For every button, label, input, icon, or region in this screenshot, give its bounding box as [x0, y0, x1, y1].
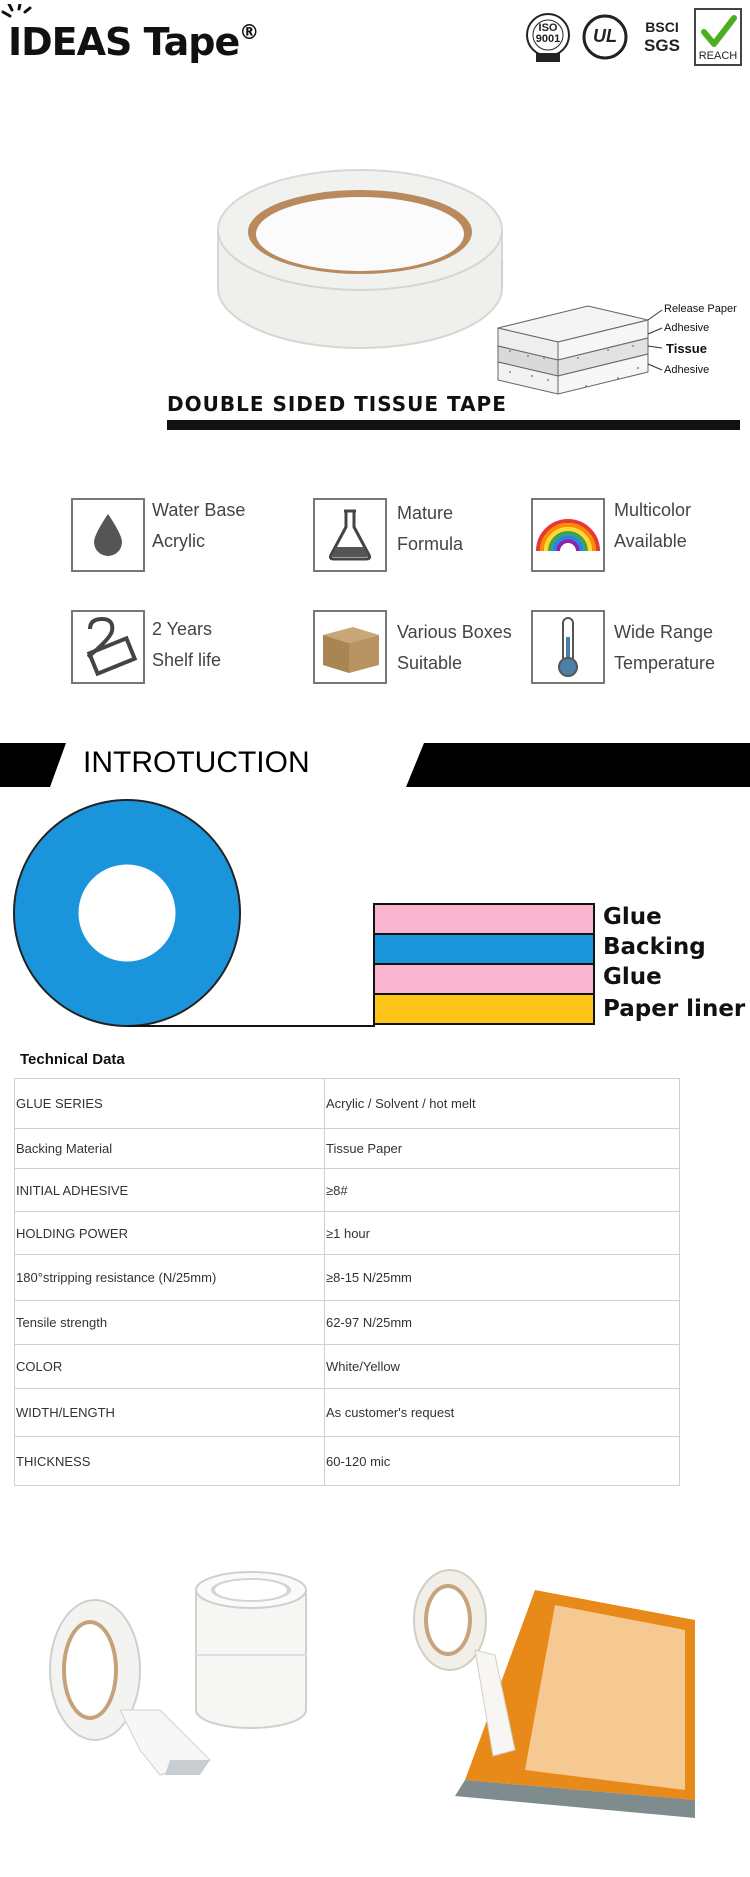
- table-value-cell: Tissue Paper: [325, 1129, 680, 1169]
- table-key-cell: Tensile strength: [15, 1301, 325, 1345]
- technical-data-title: Technical Data: [20, 1051, 125, 1068]
- table-value-cell: Acrylic / Solvent / hot melt: [325, 1079, 680, 1129]
- structure-label-glue-bottom: Glue: [603, 964, 662, 990]
- table-key-cell: 180°stripping resistance (N/25mm): [15, 1255, 325, 1301]
- feature-line2: Formula: [397, 534, 464, 554]
- feature-line2: Temperature: [614, 653, 716, 673]
- technical-data-table: [14, 1078, 680, 1486]
- table-key-cell: GLUE SERIES: [15, 1079, 325, 1129]
- table-key-cell: Backing Material: [15, 1129, 325, 1169]
- flask-icon: [313, 498, 387, 572]
- feature-various-boxes: [397, 617, 512, 679]
- intro-title: INTROTUCTION: [83, 746, 310, 779]
- iso-number: 9001: [535, 33, 561, 45]
- feature-mature-formula: [397, 498, 463, 560]
- structure-label-glue-top: Glue: [603, 904, 662, 930]
- hero-title-underline: [167, 420, 740, 430]
- header: [0, 0, 750, 85]
- ul-label: UL: [593, 26, 617, 46]
- reach-label: REACH: [698, 50, 738, 62]
- table-row: [15, 1345, 680, 1389]
- table-value-cell: ≥1 hour: [325, 1212, 680, 1255]
- table-key-cell: HOLDING POWER: [15, 1212, 325, 1255]
- ul-cert-icon: [580, 8, 630, 66]
- box-icon: [313, 610, 387, 684]
- feature-wide-range: [614, 617, 715, 679]
- table-row: [15, 1389, 680, 1437]
- rainbow-icon: [531, 498, 605, 572]
- table-row: [15, 1212, 680, 1255]
- layer-label-release-paper: Release Paper: [664, 303, 737, 315]
- layer-backing: [375, 935, 593, 965]
- water-drop-icon: [71, 498, 145, 572]
- iso-label: ISO: [538, 22, 558, 34]
- hero-title: DOUBLE SIDED TISSUE TAPE: [167, 392, 507, 416]
- feature-line1: 2 Years: [152, 619, 213, 639]
- registered-mark: ®: [239, 20, 259, 44]
- layer-stack: [373, 903, 595, 1025]
- layer-glue-bottom: [375, 965, 593, 995]
- layer-glue-top: [375, 905, 593, 935]
- table-value-cell: White/Yellow: [325, 1345, 680, 1389]
- layer-label-tissue: Tissue: [666, 341, 707, 356]
- table-row: [15, 1169, 680, 1212]
- table-row: [15, 1437, 680, 1486]
- feature-multicolor: [614, 495, 691, 557]
- feature-line1: Water Base: [152, 500, 246, 520]
- feature-grid: [0, 490, 750, 700]
- sgs-label: SGS: [644, 36, 680, 55]
- feature-line1: Various Boxes: [397, 622, 512, 642]
- table-key-cell: THICKNESS: [15, 1437, 325, 1486]
- table-key-cell: WIDTH/LENGTH: [15, 1389, 325, 1437]
- feature-line2: Shelf life: [152, 650, 222, 670]
- bsci-label: BSCI: [645, 19, 679, 35]
- product-photo-rolls: [20, 1560, 320, 1790]
- feature-line2: Acrylic: [152, 531, 205, 551]
- table-key-cell: INITIAL ADHESIVE: [15, 1169, 325, 1212]
- structure-diagram: [0, 790, 750, 1040]
- thermometer-icon: [531, 610, 605, 684]
- iso-cert-text: [523, 23, 573, 45]
- reach-cert-icon: [694, 8, 742, 66]
- feature-line2: Available: [614, 531, 687, 551]
- table-value-cell: 60-120 mic: [325, 1437, 680, 1486]
- feature-line1: Multicolor: [614, 500, 692, 520]
- table-value-cell: As customer's request: [325, 1389, 680, 1437]
- two-years-icon: [71, 610, 145, 684]
- iso-9001-cert-icon: [523, 8, 573, 66]
- bsci-sgs-cert-icon: [636, 8, 688, 66]
- table-value-cell: ≥8#: [325, 1169, 680, 1212]
- hero-product-image: [160, 110, 740, 430]
- feature-shelf-life: [152, 614, 221, 676]
- brand-logo-text: IDEAS Tape: [8, 20, 240, 64]
- structure-label-backing: Backing: [603, 934, 706, 960]
- table-value-cell: ≥8-15 N/25mm: [325, 1255, 680, 1301]
- feature-line1: Wide Range: [614, 622, 714, 642]
- table-row: [15, 1079, 680, 1129]
- table-value-cell: 62-97 N/25mm: [325, 1301, 680, 1345]
- layer-label-adhesive-bottom: Adhesive: [664, 364, 710, 376]
- structure-label-paper-liner: Paper liner: [603, 996, 746, 1022]
- table-row: [15, 1301, 680, 1345]
- feature-water-base: [152, 495, 245, 557]
- table-key-cell: COLOR: [15, 1345, 325, 1389]
- brand-logo: [8, 20, 258, 64]
- feature-line1: Mature: [397, 503, 454, 523]
- layer-paper-liner: [375, 995, 593, 1023]
- layer-label-adhesive-top: Adhesive: [664, 322, 710, 334]
- feature-line2: Suitable: [397, 653, 463, 673]
- product-photo-application: [405, 1560, 705, 1820]
- table-row: [15, 1129, 680, 1169]
- table-row: [15, 1255, 680, 1301]
